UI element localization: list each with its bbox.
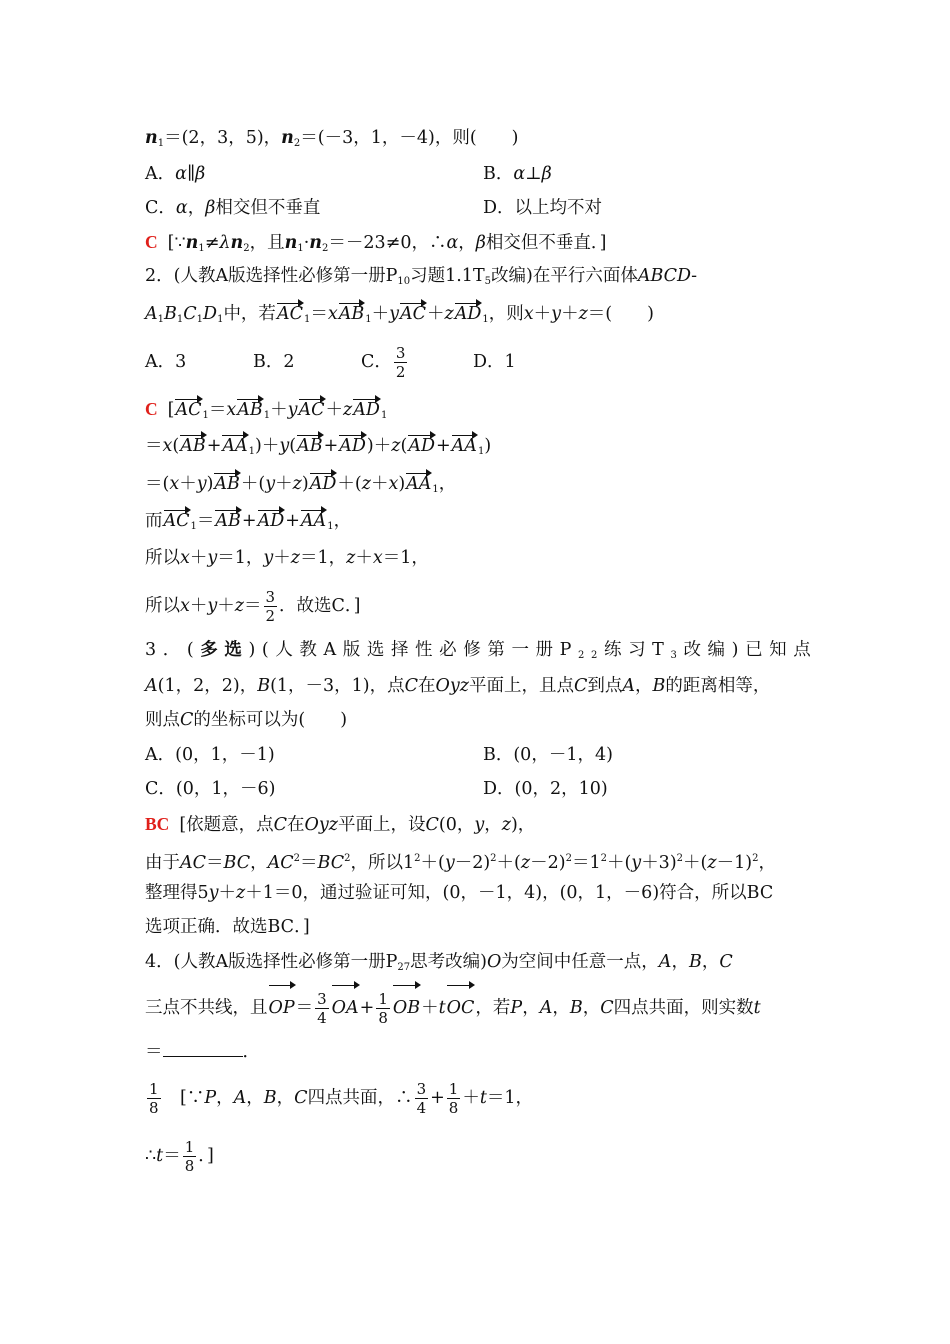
q3-option-a: A．(0，1，－1) xyxy=(145,745,275,765)
q2-solution-line3: $=(x+y)AB+(y+z)AD+(z+x)AA_1$， xyxy=(145,474,457,495)
q2-option-d: D．1 xyxy=(473,352,516,372)
q2-option-a: A．3 xyxy=(145,352,187,372)
q4-stem-line2: 三点不共线，且OP＝ $\frac{3}{4}$ OA+ $\frac{1}{8}$ OB＋tOC，若P，A，B，C四点共面，则实数t xyxy=(145,984,761,1032)
q4-answer-blank[interactable] xyxy=(163,1040,243,1057)
q3-option-c: C．(0，1，－6) xyxy=(145,779,276,799)
q3-stem-line1: 3．(多选)(人教A版选择性必修第一册$P_{22}$练习$T_3$改编)已知点 xyxy=(145,640,818,661)
q1-answer: C xyxy=(145,232,158,252)
q2-answer: C xyxy=(145,399,158,419)
q2-solution-line1: C [$AC_1=xAB_1+yAC+zAD_1$ xyxy=(145,399,388,421)
q1-solution: C [$\because n_1\ne\lambda n_2$，且$n_1\cdot n_2=-23\ne 0$，∴α，β相交但不垂直．] xyxy=(145,232,607,254)
q4-stem-line3: ＝ ． xyxy=(145,1042,260,1062)
q1-option-a: A．α∥β xyxy=(145,164,206,184)
q2-sum-fraction: $\frac{3}{2}$ xyxy=(265,588,276,625)
q4-solution-line2: ∴t＝ $\frac{1}{8}$ ．] xyxy=(145,1138,214,1175)
q2-stem-line2: $A_1B_1C_1D_1$中，若$AC_1=xAB_1+yAC+zAD_1$，则x＋y＋z＝( ) xyxy=(145,304,654,325)
q2-option-c: C． $\frac{3}{2}$ xyxy=(361,344,406,381)
q2-solution-line6: 所以x＋y＋z＝ $\frac{3}{2}$ ．故选C．] xyxy=(145,588,361,625)
q4-stem-line1: 4．(人教A版选择性必修第一册$P_{27}$思考改编)O为空间中任意一点，A，B，C xyxy=(145,952,733,973)
q4-answer: $\frac{1}{8}$ xyxy=(149,1080,159,1117)
q3-solution-line2: 由于AC＝BC，$AC^2=BC^2$，所以$1^2+(y-2)^2+(z-2)^2=1^2+(y+3)^2+(z-1)^2$， xyxy=(145,853,776,873)
q3-answer: BC xyxy=(145,814,170,834)
q2-solution-line4: 而$AC_1=AB+AD+AA_1$， xyxy=(145,511,352,532)
q3-stem-line3: 则点C的坐标可以为( ) xyxy=(145,710,348,730)
q3-stem-line2: A(1，2，2)，B(1，－3，1)，点C在Oyz平面上，且点C到点A，B的距离相等， xyxy=(145,676,771,696)
q3-solution-line1: BC [依题意，点C在Oyz平面上，设C(0，y，z)， xyxy=(145,814,536,835)
q3-solution-line3: 整理得5y＋z＋1＝0，通过验证可知，(0，－1，4)，(0，1，－6)符合，所以BC xyxy=(145,883,774,903)
q3-option-d: D．(0，2，10) xyxy=(483,779,608,799)
q1-option-b: B．α⊥β xyxy=(483,164,552,184)
q2-stem-line1: 2．(人教A版选择性必修第一册$P_{10}$习题$1.1T_5$改编)在平行六面体ABCD- xyxy=(145,266,697,287)
q3-solution-line4: 选项正确．故选BC．] xyxy=(145,917,310,937)
q1-option-d: D．以上均不对 xyxy=(483,198,603,218)
q3-option-b: B．(0，－1，4) xyxy=(483,745,613,765)
q2-solution-line2: $=x(AB+AA_1)+y(AB+AD)+z(AD+AA_1)$ xyxy=(145,436,492,457)
q2-option-b: B．2 xyxy=(253,352,295,372)
q1-stem-tail: $n_1=(2$，3，5)，$n_2=(-3$，1，－4)，则( ) xyxy=(145,128,519,149)
q1-option-c: C．α，β相交但不垂直 xyxy=(145,198,321,218)
q2-solution-line5: 所以x＋y＝1，y＋z＝1，z＋x＝1， xyxy=(145,548,429,568)
q4-solution-line1: $\frac{1}{8}$ [∵P，A，B，C四点共面，∴ $\frac{3}{4}$ + $\frac{1}{8}$ ＋t＝1， xyxy=(149,1080,534,1117)
q2-option-c-fraction: $\frac{3}{2}$ xyxy=(395,344,406,381)
